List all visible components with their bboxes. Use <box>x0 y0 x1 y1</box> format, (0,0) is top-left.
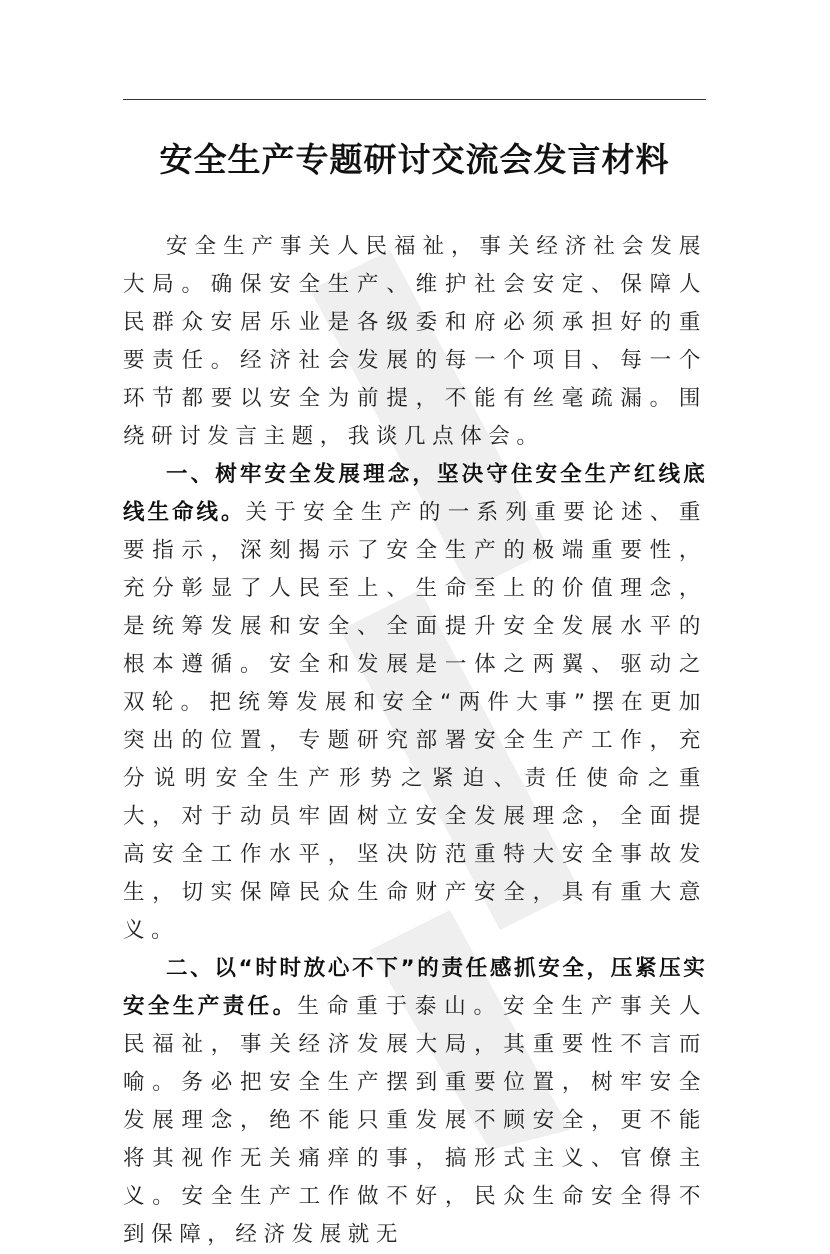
paragraph-text: 关于安全生产的一系列重要论述、重要指示，深刻揭示了安全生产的极端重要性，充分彰显了人民至上、生命至上的价值理念，是统筹发展和安全、全面提升安全发展水平的根本遵循。安全和发展是一体之两翼、驱动之双轮。把统筹发展和安全“两件大事”摆在更加突出的位置，专题研究部署安全生产工作，充分说明安全生产形势之紧迫、责任使命之重大，对于动员牢固树立安全发展理念，全面提高安全工作水平，坚决防范重特大安全事故发生，切实保障民众生命财产安全，具有重大意义。 <box>123 500 707 943</box>
document-body <box>123 228 707 1254</box>
paragraph-text: 安全生产事关人民福祉，事关经济社会发展大局。确保安全生产、维护社会安定、保障人民群众安居乐业是各级委和府必须承担好的重要责任。经济社会发展的每一个项目、每一个环节都要以安全为前提，不能有丝毫疏漏。围绕研讨发言主题，我谈几点体会。 <box>123 234 707 449</box>
section-heading: 二、以“时时放心不下”的责任感抓安全，压紧压实安全生产责任。 <box>123 956 707 1019</box>
paragraph-intro <box>123 228 707 456</box>
section-heading: 一、树牢安全发展理念，坚决守住安全生产红线底线生命线。 <box>123 462 707 525</box>
header-rule <box>123 99 706 100</box>
paragraph-section-2 <box>123 950 707 1254</box>
document-title: 安全生产专题研讨交流会发言材料 <box>159 140 670 179</box>
paragraph-text: 生命重于泰山。安全生产事关人民福祉，事关经济发展大局，其重要性不言而喻。务必把安全生产摆到重要位置，树牢安全发展理念，绝不能只重发展不顾安全，更不能将其视作无关痛痒的事，搞形式主义、官僚主义。安全生产工作做不好，民众生命安全得不到保障，经济发展就无 <box>123 994 707 1247</box>
paragraph-section-1 <box>123 456 707 950</box>
